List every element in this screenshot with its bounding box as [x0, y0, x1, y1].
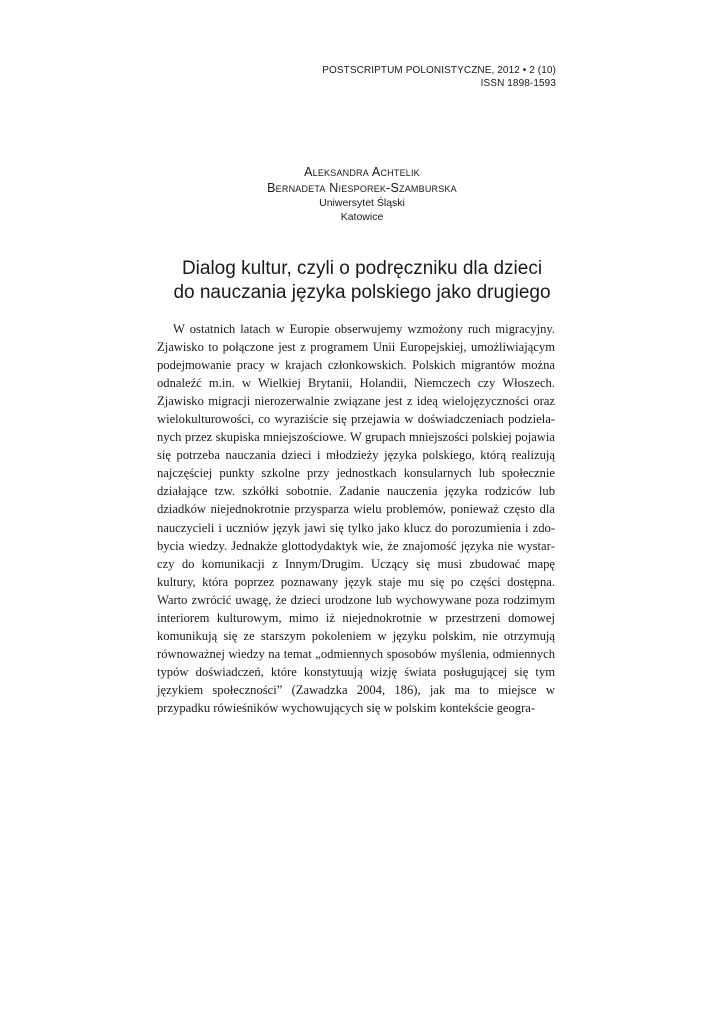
author-name: Bernadeta Niesporek-Szamburska	[267, 181, 457, 195]
affiliation-university: Uniwersytet Śląski	[319, 197, 405, 209]
author-name: Aleksandra Achtelik	[304, 165, 420, 179]
article-title	[0, 257, 724, 305]
article-title-line: Dialog kultur, czyli o podręczniku dla dzieci	[181, 258, 543, 279]
author-list	[0, 164, 724, 196]
affiliation-city: Katowice	[340, 211, 384, 223]
journal-header	[322, 64, 556, 90]
affiliation	[0, 196, 724, 224]
issn: ISSN 1898-1593	[480, 78, 556, 89]
body-paragraph: W ostatnich latach w Europie obserwujemy wzmożony ruch migracyjny. Zjawisko to połączone jest z programem Unii Europejskiej, umożliwiającym podejmowanie pracy w krajach członkowskich. Polskich migrantów można odnaleźć m.in. w Wielkiej Brytanii, Holandii, Niemczech czy Włoszech. Zjawisko migracji nierozerwalnie związane jest z ideą wielojęzyczności oraz wielokulturowości, co wyraziście się przejawia w doświadczeniach podzielanych przez skupiska mniejszościowe. W grupach mniejszości polskiej pojawia się potrzeba nauczania dzieci i młodzieży języka polskiego, którą realizują najczęściej punkty szkolne przy jednostkach konsularnych lub społecznie działające tzw. szkółki sobotnie. Zadanie nauczenia języka rodziców lub dziadków niejednokrotnie przysparza wielu problemów, ponieważ często dla nauczycieli i uczniów język jawi się tylko jako klucz do porozumienia i zdobycia wiedzy. Jednakże glottodydaktyk wie, że znajomość języka nie wystarczy do komunikacji z Innym/Drugim. Uczący się musi zbudować mapę kultury, która poprzez poznawany język staje mu się po części dostępna. Warto zwrócić uwagę, że dzieci urodzone lub wychowywane poza rodzimym interiorem kulturowym, mimo iż niejednokrotnie w przestrzeni domowej komunikują się ze starszym pokoleniem w języku polskim, nie otrzymują równoważnej wiedzy na temat „odmiennych sposobów myślenia, odmiennych typów doświadczeń, które konstytuują wizję świata posługującej się tym językiem społeczności” (Zawadzka 2004, 186), jak ma to miejsce w przypadku rówieśników wychowujących się w polskim kontekście geogra-	[157, 322, 555, 715]
journal-citation: POSTSCRIPTUM POLONISTYCZNE, 2012 • 2 (10)	[322, 65, 556, 76]
article-title-line: do nauczania języka polskiego jako drugiego	[173, 282, 551, 303]
